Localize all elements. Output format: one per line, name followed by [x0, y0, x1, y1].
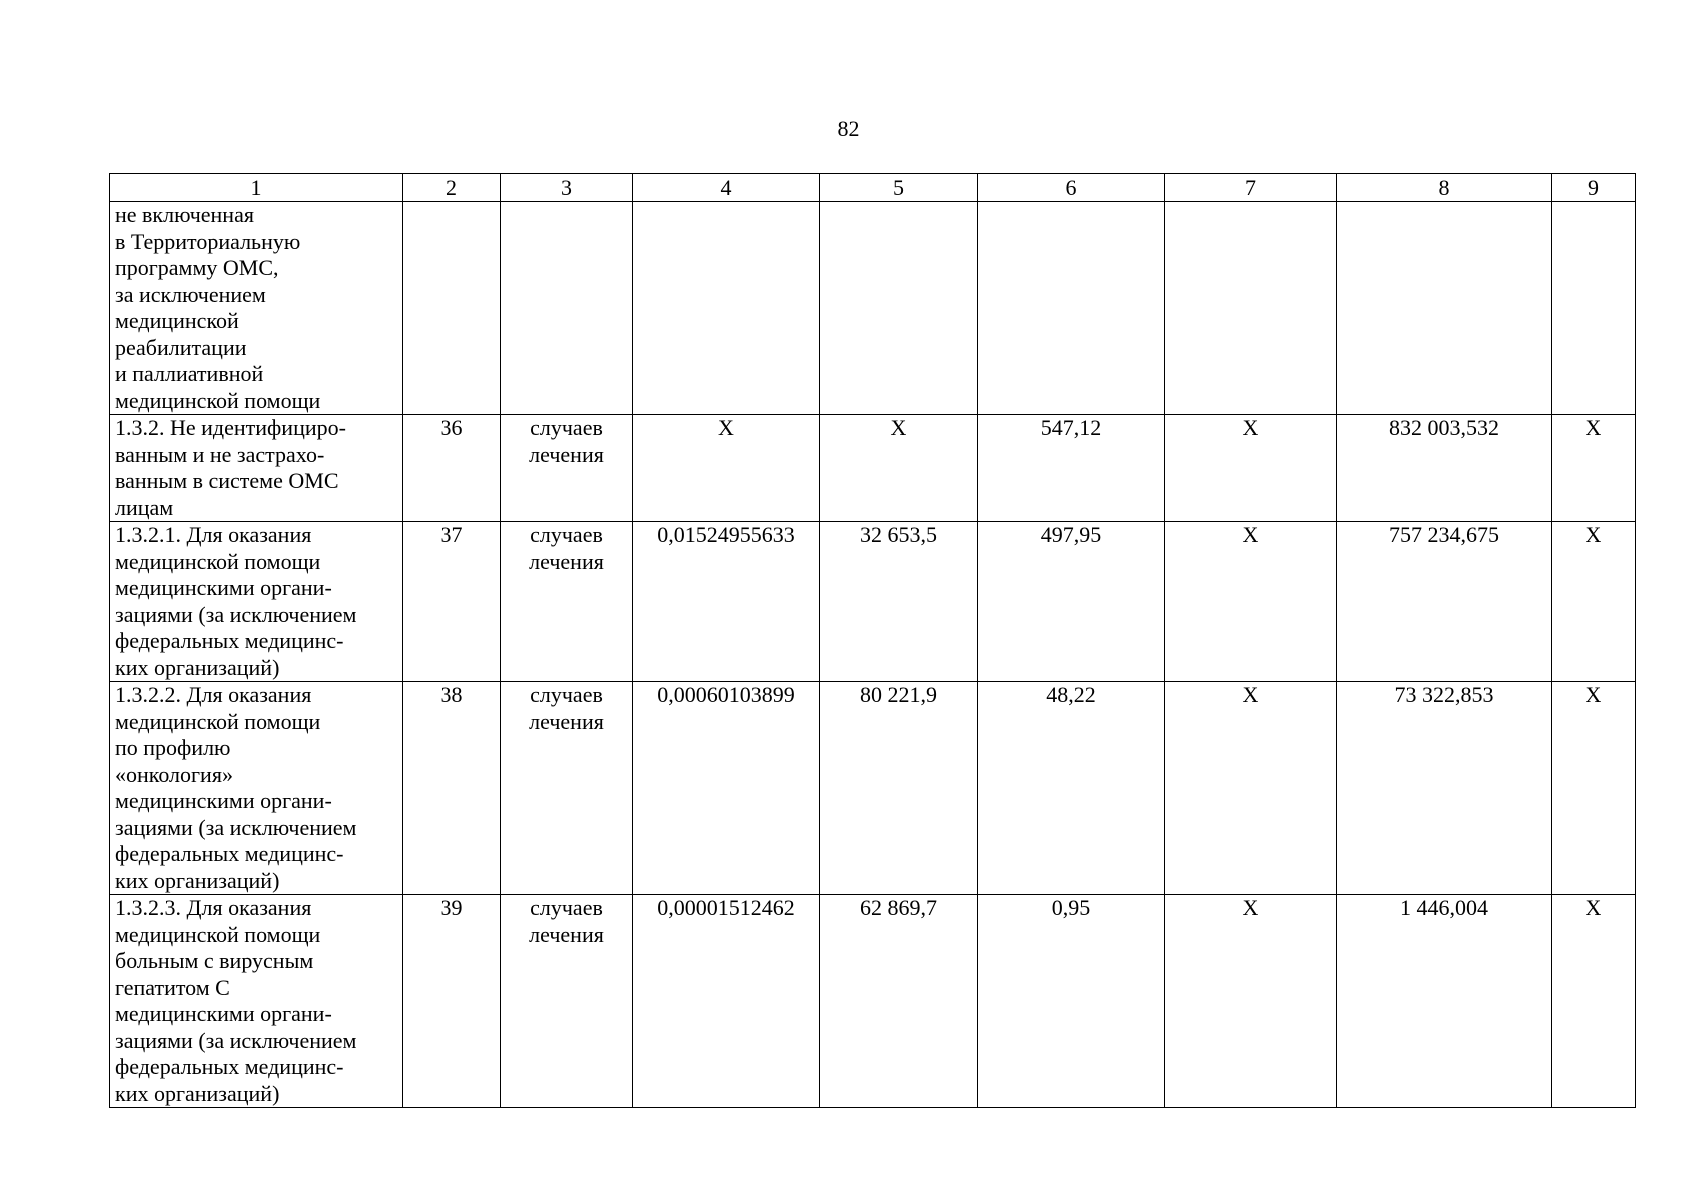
total-cost-cell: 73 322,853 — [1337, 682, 1552, 895]
norm-value-cell: 0,01524955633 — [633, 522, 820, 682]
row-name-line: ванным в системе ОМС — [115, 468, 339, 493]
row-name-line: ких организаций) — [115, 1080, 280, 1106]
column-number-4: 4 — [633, 174, 820, 202]
column-number-7: 7 — [1165, 174, 1337, 202]
column-9-cell: X — [1552, 895, 1636, 1108]
column-number-6: 6 — [978, 174, 1165, 202]
norm-value-cell: X — [633, 415, 820, 522]
row-name-line: по профилю — [115, 735, 231, 760]
unit-line: лечения — [529, 921, 604, 947]
row-name-line: не включенная — [115, 202, 254, 227]
column-number-8: 8 — [1337, 174, 1552, 202]
row-name-cell — [110, 895, 403, 1108]
row-name-line: гепатитом C — [115, 974, 230, 1000]
row-name-line: за исключением — [115, 281, 266, 307]
column-9-cell: X — [1552, 682, 1636, 895]
row-name-line: зациями (за исключением — [115, 601, 357, 627]
row-name-line: медицинскими органи- — [115, 575, 332, 600]
row-code-cell — [403, 202, 501, 415]
row-name-line: медицинскими органи- — [115, 1001, 332, 1026]
data-table — [109, 173, 1636, 1108]
per-capita-cell: 0,95 — [978, 895, 1165, 1108]
row-name-line: реабилитации — [115, 334, 247, 360]
unit-line: лечения — [529, 441, 604, 467]
total-cost-cell: 757 234,675 — [1337, 522, 1552, 682]
column-9-cell: X — [1552, 522, 1636, 682]
column-7-cell: X — [1165, 415, 1337, 522]
total-cost-cell: 1 446,004 — [1337, 895, 1552, 1108]
row-code-cell: 38 — [403, 682, 501, 895]
unit-cell — [501, 202, 633, 415]
unit-line: случаев — [530, 895, 603, 920]
row-name-cell — [110, 522, 403, 682]
unit-cell — [501, 682, 633, 895]
row-name-line: 1.3.2.1. Для оказания — [115, 522, 312, 547]
norm-value-cell: 0,00060103899 — [633, 682, 820, 895]
row-name-line: ванным и не застрахо- — [115, 441, 325, 467]
cost-per-unit-cell — [820, 202, 978, 415]
row-name-line: медицинской помощи — [115, 708, 321, 734]
table-row — [110, 895, 1636, 1108]
row-name-line: зациями (за исключением — [115, 1027, 357, 1053]
column-7-cell — [1165, 202, 1337, 415]
row-name-line: федеральных медицинс- — [115, 1054, 344, 1079]
unit-cell — [501, 522, 633, 682]
row-name-line: федеральных медицинс- — [115, 841, 344, 866]
row-name-cell — [110, 682, 403, 895]
column-number-9: 9 — [1552, 174, 1636, 202]
column-9-cell: X — [1552, 415, 1636, 522]
row-name-line: медицинскими органи- — [115, 788, 332, 813]
row-name-line: зациями (за исключением — [115, 814, 357, 840]
row-name-line: больным с вирусным — [115, 948, 314, 973]
row-name-line: медицинской — [115, 308, 239, 333]
column-number-2: 2 — [403, 174, 501, 202]
unit-cell — [501, 415, 633, 522]
per-capita-cell — [978, 202, 1165, 415]
table-header-row — [110, 174, 1636, 202]
row-name-line: «онкология» — [115, 761, 233, 787]
row-name-line: медицинской помощи — [115, 548, 321, 574]
column-7-cell: X — [1165, 895, 1337, 1108]
row-name-line: программу ОМС, — [115, 255, 279, 280]
page-number: 82 — [837, 116, 860, 141]
row-name-line: 1.3.2.2. Для оказания — [115, 682, 312, 707]
row-name-line: в Территориальную — [115, 228, 301, 254]
row-code-cell: 37 — [403, 522, 501, 682]
row-name-line: федеральных медицинс- — [115, 628, 344, 653]
unit-cell — [501, 895, 633, 1108]
per-capita-cell: 48,22 — [978, 682, 1165, 895]
column-9-cell — [1552, 202, 1636, 415]
row-code-cell: 36 — [403, 415, 501, 522]
row-name-cell — [110, 202, 403, 415]
row-name-line: 1.3.2.3. Для оказания — [115, 895, 312, 920]
table-row — [110, 415, 1636, 522]
per-capita-cell: 497,95 — [978, 522, 1165, 682]
row-name-line: ких организаций) — [115, 867, 280, 893]
unit-line: случаев — [530, 522, 603, 547]
row-name-line: медицинской помощи — [115, 921, 321, 947]
total-cost-cell — [1337, 202, 1552, 415]
column-number-1: 1 — [110, 174, 403, 202]
row-name-line: ких организаций) — [115, 654, 280, 680]
cost-per-unit-cell: X — [820, 415, 978, 522]
cost-per-unit-cell: 32 653,5 — [820, 522, 978, 682]
per-capita-cell: 547,12 — [978, 415, 1165, 522]
row-code-cell: 39 — [403, 895, 501, 1108]
column-number-3: 3 — [501, 174, 633, 202]
row-name-cell — [110, 415, 403, 522]
unit-line: случаев — [530, 682, 603, 707]
unit-line: случаев — [530, 415, 603, 440]
table-row — [110, 202, 1636, 415]
row-name-line: 1.3.2. Не идентифициро- — [115, 415, 346, 440]
row-name-line: и паллиативной — [115, 361, 264, 386]
column-number-5: 5 — [820, 174, 978, 202]
row-name-line: медицинской помощи — [115, 387, 321, 413]
total-cost-cell: 832 003,532 — [1337, 415, 1552, 522]
unit-line: лечения — [529, 708, 604, 734]
cost-per-unit-cell: 80 221,9 — [820, 682, 978, 895]
norm-value-cell — [633, 202, 820, 415]
table-row — [110, 522, 1636, 682]
norm-value-cell: 0,00001512462 — [633, 895, 820, 1108]
unit-line: лечения — [529, 548, 604, 574]
row-name-line: лицам — [115, 494, 174, 520]
column-7-cell: X — [1165, 522, 1337, 682]
cost-per-unit-cell: 62 869,7 — [820, 895, 978, 1108]
table-body — [110, 174, 1636, 1108]
column-7-cell: X — [1165, 682, 1337, 895]
table-row — [110, 682, 1636, 895]
